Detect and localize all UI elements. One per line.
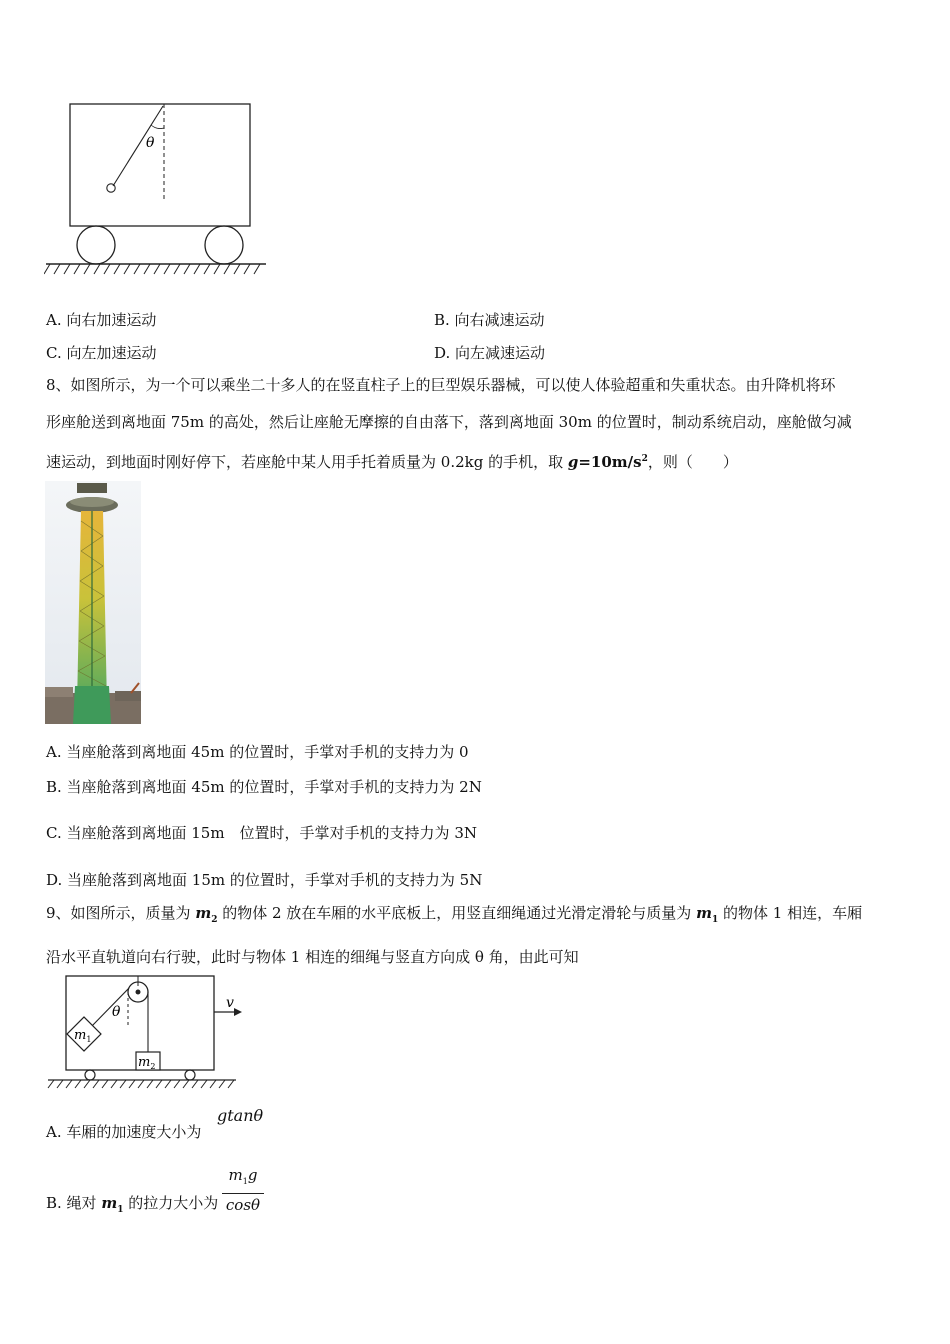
q9-stem-line-1-b: 的物体 2 放在车厢的水平底板上，用竖直细绳通过光滑定滑轮与质量为 — [217, 904, 697, 922]
numerator-m-subscript: 1 — [242, 1177, 248, 1186]
cart-body — [70, 104, 250, 226]
q9-option-b-fraction — [222, 1166, 264, 1214]
fraction-numerator — [222, 1166, 264, 1191]
pendulum-bob — [107, 184, 115, 192]
q8-option-d[interactable]: D. 当座舱落到离地面 15m 的位置时，手掌对手机的支持力为 5N — [46, 871, 483, 889]
q9-option-b[interactable] — [46, 1192, 218, 1215]
q7-option-d[interactable]: D. 向左减速运动 — [434, 344, 546, 362]
q8-option-a[interactable]: A. 当座舱落到离地面 45m 的位置时，手掌对手机的支持力为 0 — [46, 743, 469, 761]
angle-arc — [151, 125, 164, 129]
velocity-arrow-head — [234, 1008, 242, 1016]
q8-stem — [46, 367, 908, 481]
q8-stem-line-3-end: ，则（ ） — [647, 453, 738, 471]
q7-option-a[interactable]: A. 向右加速运动 — [46, 311, 157, 329]
q7-option-c[interactable]: C. 向左加速运动 — [46, 344, 157, 362]
numerator-g: g — [247, 1166, 258, 1184]
m2-subscript: 2 — [150, 1062, 156, 1071]
tower-base — [73, 686, 111, 724]
right-wheel — [185, 1070, 195, 1080]
q9-stem-line-1-c: 的物体 1 相连，车厢 — [718, 904, 863, 922]
velocity-label: v — [226, 995, 234, 1011]
ground-hatching — [44, 264, 260, 274]
theta-label: θ — [112, 1004, 121, 1020]
q9-stem-line-1-a: 9、如图所示，质量为 — [46, 904, 196, 922]
q8-stem-line-3 — [46, 441, 908, 481]
left-wheel — [85, 1070, 95, 1080]
q9-m2-symbol: m — [195, 904, 212, 922]
q9-stem — [46, 895, 908, 976]
right-wheel — [205, 226, 243, 264]
q9-m1-symbol: m — [696, 904, 712, 922]
q9-option-b-text: B. 绳对 — [46, 1194, 102, 1212]
q9-m2-subscript: 2 — [211, 915, 218, 925]
q8-g-symbol: g — [567, 453, 579, 471]
ground-hatching — [48, 1080, 234, 1088]
q8-option-c[interactable]: C. 当座舱落到离地面 15m 位置时，手掌对手机的支持力为 3N — [46, 824, 477, 842]
building-roof — [45, 687, 73, 697]
fraction-denominator: cosθ — [225, 1196, 261, 1214]
q8-option-b[interactable]: B. 当座舱落到离地面 45m 的位置时，手掌对手机的支持力为 2N — [46, 778, 482, 796]
fraction-bar — [222, 1193, 264, 1194]
q8-g-exponent: 2 — [641, 454, 648, 464]
pendulum-string — [113, 106, 163, 186]
q8-g-value: =10m/s — [578, 453, 642, 471]
q9-stem-line-1 — [46, 895, 908, 939]
q7-cart-figure — [44, 98, 270, 280]
q9-m1-subscript: 1 — [711, 915, 719, 925]
q9-option-a-text: A. 车厢的加速度大小为 — [46, 1123, 202, 1141]
q9-stem-line-2: 沿水平直轨道向右行驶，此时与物体 1 相连的细绳与竖直方向成 θ 角，由此可知 — [46, 948, 579, 966]
m1-letter: m — [74, 1028, 87, 1043]
q8-stem-line-2: 形座舱送到离地面 75m 的高处，然后让座舱无摩擦的自由落下，落到离地面 30m 的位置时，制动系统启动，座舱做匀减 — [46, 413, 852, 431]
angle-label: θ — [146, 135, 155, 151]
m1-subscript: 1 — [86, 1035, 92, 1044]
q8-stem-line-1: 8、如图所示，为一个可以乘坐二十多人的在竖直柱子上的巨型娱乐器械，可以使人体验超重和失重状态。由升降机将环 — [46, 376, 836, 394]
q9-option-a-formula: gtanθ — [217, 1106, 264, 1125]
q9-option-a[interactable] — [46, 1121, 201, 1142]
q9-option-b-m-symbol: m — [101, 1194, 118, 1212]
q9-option-b-m-subscript: 1 — [117, 1205, 124, 1215]
q9-option-b-text-end: 的拉力大小为 — [123, 1194, 219, 1212]
q8-stem-line-3-text: 速运动，到地面时刚好停下，若座舱中某人用手托着质量为 0.2kg 的手机，取 — [46, 453, 568, 471]
rope-to-m1 — [90, 988, 129, 1028]
numerator-m: m — [228, 1166, 243, 1184]
pulley-axle — [136, 990, 141, 995]
m2-letter: m — [138, 1055, 151, 1070]
building-right — [115, 691, 141, 701]
q8-tower-photo — [45, 481, 141, 724]
left-wheel — [77, 226, 115, 264]
q9-pulley-figure — [44, 968, 250, 1092]
q7-option-b[interactable]: B. 向右减速运动 — [434, 311, 545, 329]
